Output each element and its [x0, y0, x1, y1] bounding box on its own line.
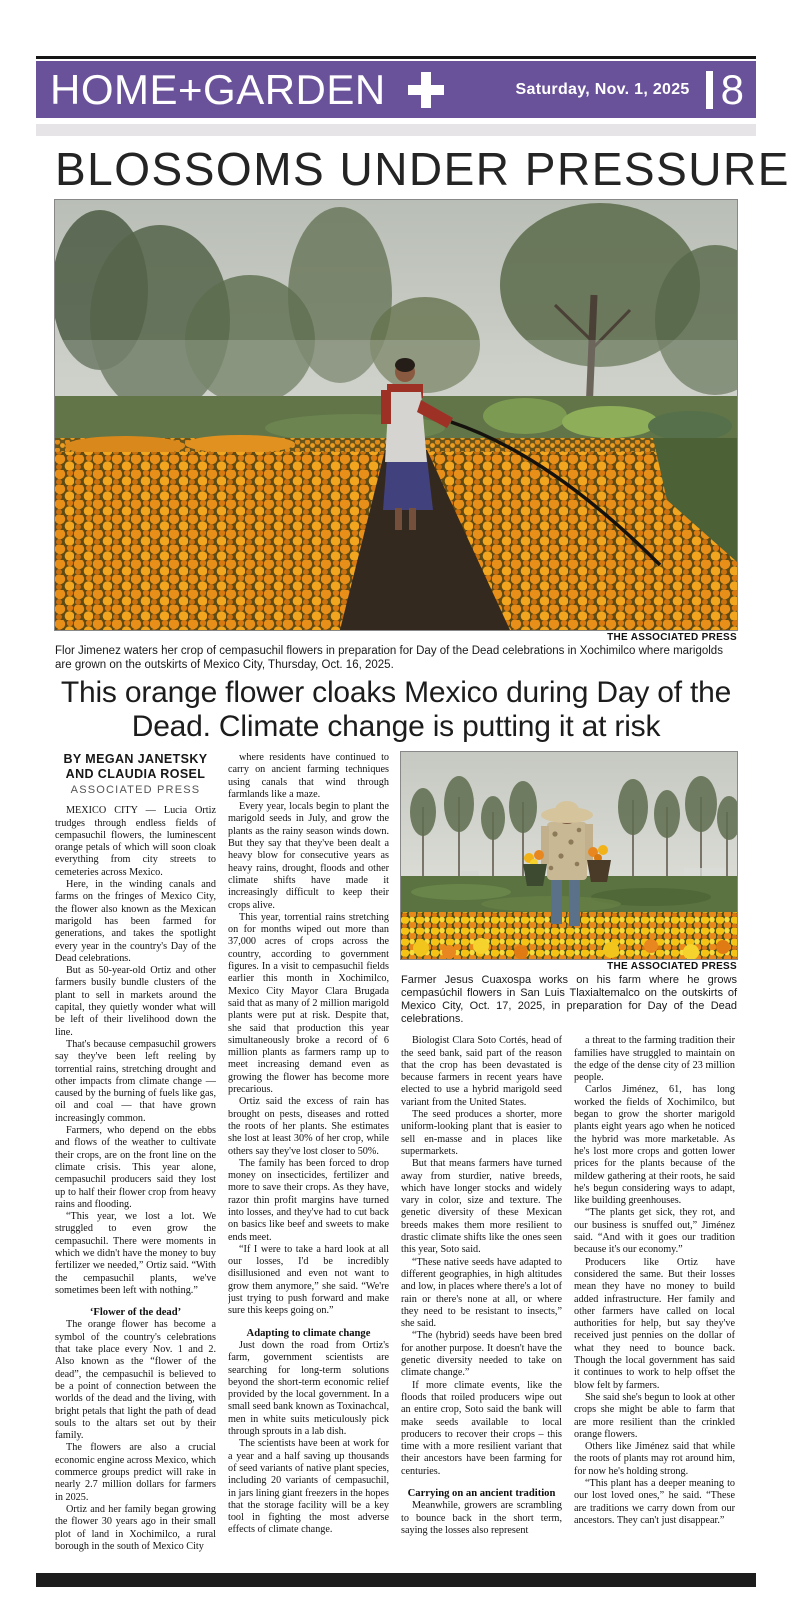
page-number: 8: [720, 65, 744, 113]
gray-band: [36, 124, 756, 136]
paragraph: But that means farmers have turned away from sturdier, native breeds, which have longer stocks and widely vary in color, size and texture. The genetic diversity of these Mexican breeds makes them more resilient to drastic climate shifts like the ones seen this year, Soto said.: [401, 1158, 562, 1256]
article-right-half: [401, 752, 737, 1558]
paragraph: “If I were to take a hard look at all our losses, I'd be incredibly disillusioned and even not want to grow them anymore,” she said. “We're just trying to push forward and make sure this keeps going on.”: [228, 1243, 389, 1317]
byline-line1: BY MEGAN JANETSKY: [63, 752, 208, 766]
paragraph: “These native seeds have adapted to different geographies, in high altitudes and low, in places where there's a lot of rain or there's none at all, or where they need to be resistant to insects,” she said.: [401, 1256, 562, 1330]
paragraph: MEXICO CITY — Lucia Ortiz trudges through endless fields of cempasuchil flowers, the luminescent orange petals of which will soon cloak everything from city streets to cemeteries across Mexico.: [55, 805, 216, 878]
paragraph: Ortiz said the excess of rain has brought on pests, diseases and rotted the roots of her plants. She estimates she lost at least 30% of her crop, while others say they've lost closer to 50%.: [228, 1096, 389, 1157]
byline-line2: AND CLAUDIA ROSEL: [65, 767, 206, 781]
article-body: [55, 752, 737, 1558]
plus-icon: [406, 70, 446, 110]
paragraph: “This plant has a deeper meaning to our lost loved ones,” he said. “These are traditions we carry down from our ancestors. They can't just disappear.”: [574, 1477, 735, 1526]
paragraph: “This year, we lost a lot. We struggled to even grow the cempasuchil. There were moments in which we didn't have the money to buy fertilizer we needed,” Ortiz said. “With the cempasuchil plants, we've sometimes been left with nothing.”: [55, 1211, 216, 1296]
issue-date: Saturday, Nov. 1, 2025: [515, 80, 690, 98]
paragraph: She said she's begun to look at other crops she might be able to farm that are more resilient than the crinkled orange flowers.: [574, 1391, 735, 1440]
paragraph: Others like Jiménez said that while the roots of plants may rot around him, for now he's holding strong.: [574, 1441, 735, 1477]
paragraph: If more climate events, like the floods that roiled producers wipe out an entire crop, Soto said the bank will make seeds available to local producers to recover their crops – this time with a more resilient variant that their ancestors have been farming for centuries.: [401, 1379, 562, 1477]
paragraph: Just down the road from Ortiz's farm, government scientists are searching for long-term solutions beyond the short-term economic relief provided by the local government. In a small seed bank known as Toxinachcal, men in white suits meticulously pick through sprouts in a lab dish.: [228, 1339, 389, 1438]
paragraph: Every year, locals begin to plant the marigold seeds in July, and grow the plants as the rainy season winds down. But they say that they've been dealt a heavy blow for consecutive years as heavy rains, drought, floods and other climate shifts have made it increasingly difficult to keep their crops alive.: [228, 801, 389, 911]
photo-marigold-field: [55, 200, 737, 630]
photo-caption: Farmer Jesus Cuaxospa works on his farm where he grows cempasúchil flowers in San Luis Tlaxialtemalco on the outskirts of Mexico City, Oct. 17, 2025, in preparation for Day of the Dead celebrations.: [401, 974, 737, 1026]
paragraph: The family has been forced to drop money on insecticides, fertilizer and more to save their crops. As they have, razor thin profit margins have turned into losses, and they've had to cut back on basics like beef and sweets to make ends meet.: [228, 1157, 389, 1243]
paragraph: That's because cempasuchil growers say they've been left reeling by torrential rains, stretching drought and other impacts from climate change — caused by the burning of fuels like gas, oil and coal — that have grown increasingly common.: [55, 1038, 216, 1124]
paragraph: The seed produces a shorter, more uniform-looking plant that is easier to sell en-masse and in places like supermarkets.: [401, 1109, 562, 1157]
paragraph: “The (hybrid) seeds have been bred for another purpose. It doesn't have the genetic diversity needed to take on climate change.”: [401, 1330, 562, 1379]
paragraph: where residents have continued to carry on ancient farming techniques using canals that wind through farmlands like a maze.: [228, 752, 389, 800]
paragraph: Ortiz and her family began growing the flower 30 years ago in their small plot of land in Xochimilco, a rural borough in the south of Mexico City: [55, 1503, 216, 1552]
page-number-divider: [706, 71, 713, 109]
paragraph: a threat to the farming tradition their families have struggled to maintain on the edge of the dense city of 23 million people.: [574, 1035, 735, 1084]
paragraph: The flowers are also a crucial economic engine across Mexico, which commerce groups predict will rake in nearly 2.7 million dollars for farmers in 2025.: [55, 1442, 216, 1503]
paragraph: Meanwhile, growers are scrambling to bounce back in the short term, saying the losses also represent: [401, 1500, 562, 1536]
paragraph: Carlos Jiménez, 61, has long worked the fields of Xochimilco, but began to grow the shorter marigold plants eight years ago when he noticed the hybrid was more marketable. As he's lost more crops and gotten lower prices for the plants because of the mildew gathering at their roots, he said he's begun considering ways to adapt, like building greenhouses.: [574, 1084, 735, 1207]
subhead-flower-of-the-dead: ‘Flower of the dead’: [89, 1307, 182, 1319]
paragraph: Here, in the winding canals and farms on the fringes of Mexico City, the flower also known as the Mexican marigold has been farmed for generations, and takes the spotlight every year in the country's Day of the Dead celebrations.: [55, 879, 216, 964]
paragraph: Biologist Clara Soto Cortés, head of the seed bank, said part of the reason that the crop has been devastated is because farmers in recent years have elected to use a hybrid marigold seed variant from the United States.: [401, 1035, 562, 1108]
section-title: HOME+GARDEN: [50, 65, 386, 113]
paragraph: The scientists have been at work for a year and a half saving up thousands of seed variants of native plant species, including 20 variants of cempasuchil, in jars lining giant freezers in the hopes that the storage facility will be a key tool in fighting the most adverse effects of climate change.: [228, 1438, 389, 1536]
paragraph: The orange flower has become a symbol of the country's celebrations that take place every Nov. 1 and 2. Also known as the “flower of the dead”, the cempasuchil is believed to be a point of connection between the worlds of the dead and the living, with bright petals that light the path of dead souls to the altars set out by their family.: [55, 1319, 216, 1442]
photo-farmer-marigolds: [401, 752, 737, 959]
article-column-2: [228, 752, 389, 1558]
photo-credit: THE ASSOCIATED PRESS: [607, 632, 737, 643]
paragraph: But as 50-year-old Ortiz and other farmers busily bundle clusters of the plant to sell in markets around the capital, they quietly wonder what will be left of their livelihood down the line.: [55, 965, 216, 1038]
article-column-4: [574, 1035, 735, 1555]
subhead-tradition: Carrying on an ancient tradition: [407, 1487, 556, 1499]
article-column-1: [55, 752, 216, 1558]
masthead-right: [515, 65, 744, 113]
photo-credit: THE ASSOCIATED PRESS: [607, 961, 737, 972]
footer-rule: [36, 1573, 756, 1587]
paragraph: Producers like Ortiz have considered the same. But their losses mean they have no money to build added infrastructure. Her family and other farmers have called on local authorities for help, but say they've received just pennies on the dollar of what they need to bounce back. Though the local government has said it continues to work to help offset the blow felt by farmers.: [574, 1256, 735, 1391]
paragraph: This year, torrential rains stretching on for months wiped out more than 37,000 acres of crops across the country, according to government figures. In a visit to cempasuchil fields earlier this month in Xochimilco, Mexico City Mayor Clara Brugada said that as many of 2 million marigold plants were put at risk. Despite that, she said that production this year simultaneously broke a record of 6 million plants as farmers ramp up to meet increasing demand even as growing the flower has become more precarious.: [228, 911, 389, 1096]
paragraph: Farmers, who depend on the ebbs and flows of the weather to cultivate their crops, are on the front line on the climate crisis. This year alone, cempasuchil producers said they lost up to half their flower crop from heavy rains and flooding.: [55, 1125, 216, 1210]
byline: [55, 752, 216, 796]
byline-org: ASSOCIATED PRESS: [70, 784, 201, 796]
banner-headline: BLOSSOMS UNDER PRESSURE: [55, 143, 790, 195]
masthead: [36, 61, 756, 118]
top-rule: [36, 56, 756, 59]
paragraph: “The plants get sick, they rot, and our business is snuffed out,” Jiménez said. “And with it goes our tradition because it's our economy.”: [574, 1207, 735, 1256]
photo-caption: Flor Jimenez waters her crop of cempasuchil flowers in preparation for Day of the Dead celebrations in Xochimilco where marigolds are grown on the outskirts of Mexico City, Thursday, Oct. 16, 2025.: [55, 645, 723, 671]
article-column-3: [401, 1035, 562, 1555]
right-columns: [401, 1035, 737, 1555]
subhead-adapting: Adapting to climate change: [246, 1327, 371, 1339]
article-headline: This orange flower cloaks Mexico during Day of the Dead. Climate change is putting it at risk: [60, 676, 732, 743]
